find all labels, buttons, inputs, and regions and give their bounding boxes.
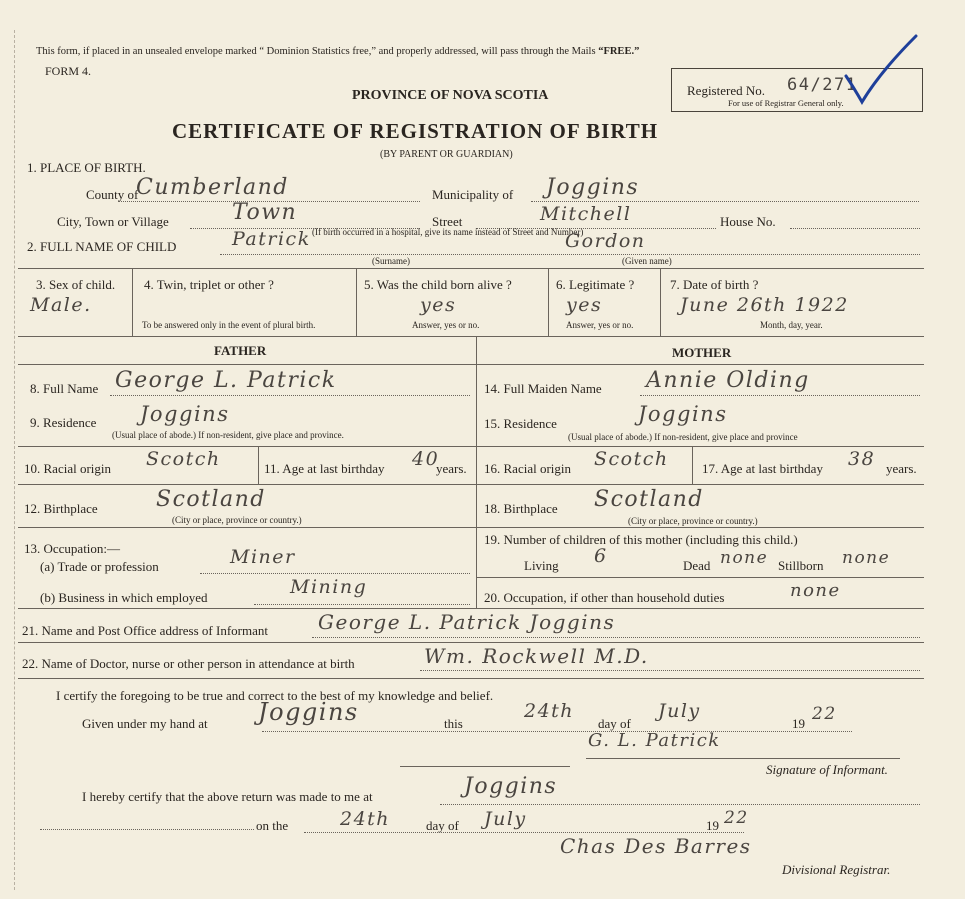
registrar-month-value: July xyxy=(484,808,527,830)
rule xyxy=(18,336,924,337)
house-line xyxy=(790,228,920,229)
child-name-label: 2. FULL NAME OF CHILD xyxy=(27,239,177,254)
alive-note: Answer, yes or no. xyxy=(412,320,480,330)
rule xyxy=(18,446,924,447)
residence-note-b: If non-resident, give place and province xyxy=(654,432,798,442)
col-divider xyxy=(258,446,259,484)
sex-value: Male. xyxy=(30,294,92,316)
occupation-label: 13. Occupation:— xyxy=(24,541,121,556)
registrar-lead-line xyxy=(40,829,254,830)
doctor-line xyxy=(420,670,920,671)
father-name-value: George L. Patrick xyxy=(115,368,337,393)
registrar-date-line xyxy=(304,832,744,833)
father-racial-value: Scotch xyxy=(146,448,221,470)
twin-note: To be answered only in the event of plural birth. xyxy=(142,320,316,330)
mother-heading: MOTHER xyxy=(672,345,732,360)
this-label: this xyxy=(444,716,463,731)
father-name-label: 8. Full Name xyxy=(30,381,99,396)
mother-racial-value: Scotch xyxy=(594,448,669,470)
given-line xyxy=(262,731,852,732)
living-value: 6 xyxy=(594,545,608,567)
trade-label: (a) Trade or profession xyxy=(40,559,159,574)
col-divider xyxy=(548,268,549,336)
business-label: (b) Business in which employed xyxy=(40,590,208,605)
child-name-line xyxy=(220,254,920,255)
registrar-signature: Chas Des Barres xyxy=(560,834,752,858)
mother-racial-label: 16. Racial origin xyxy=(484,461,572,476)
informant-line xyxy=(312,637,920,638)
mother-residence-value: Joggins xyxy=(638,402,728,426)
certify-text: I certify the foregoing to be true and correct to the best of my knowledge and belief. xyxy=(56,688,494,703)
left-margin-rule xyxy=(14,30,15,890)
mother-occupation-label: 20. Occupation, if other than household duties xyxy=(484,590,725,605)
given-name-caption: (Given name) xyxy=(622,256,672,266)
province-heading: PROVINCE OF NOVA SCOTIA xyxy=(352,88,549,103)
legitimate-value: yes xyxy=(566,294,603,316)
children-label: 19. Number of children of this mother (including this child.) xyxy=(484,532,798,547)
certificate-title: CERTIFICATE OF REGISTRATION OF BIRTH xyxy=(172,119,659,143)
father-name-line xyxy=(110,395,470,396)
legitimate-note: Answer, yes or no. xyxy=(566,320,634,330)
stillborn-label: Stillborn xyxy=(778,558,824,573)
registrar-on-label: on the xyxy=(256,818,289,833)
municipality-line xyxy=(531,201,919,202)
registrar-place-line xyxy=(440,804,920,805)
rule xyxy=(477,577,924,578)
registrar-note: For use of Registrar General only. xyxy=(728,98,844,108)
business-line xyxy=(254,604,470,605)
separator-line xyxy=(400,766,570,767)
rule xyxy=(18,484,924,485)
residence-note-a: (Usual place of abode.) xyxy=(112,430,196,440)
informant-value: George L. Patrick Joggins xyxy=(318,610,616,634)
rule xyxy=(18,527,924,528)
signature-caption: Signature of Informant. xyxy=(766,762,888,777)
registrar-day-label: day of xyxy=(426,818,459,833)
place-of-birth-label: 1. PLACE OF BIRTH. xyxy=(27,160,146,175)
father-residence-value: Joggins xyxy=(140,402,230,426)
certificate-subtitle: (BY PARENT OR GUARDIAN) xyxy=(380,149,513,160)
living-label: Living xyxy=(524,558,559,573)
residence-note-b: If non-resident, give place and province. xyxy=(198,430,344,440)
surname-caption: (Surname) xyxy=(372,256,410,266)
house-label: House No. xyxy=(720,214,776,229)
mother-birthplace-value: Scotland xyxy=(594,487,704,512)
trade-value: Miner xyxy=(230,546,296,568)
rule xyxy=(18,364,924,365)
father-age-unit: years. xyxy=(436,461,467,476)
given-day-value: 24th xyxy=(524,700,575,722)
mother-name-label: 14. Full Maiden Name xyxy=(484,381,602,396)
trade-line xyxy=(200,573,470,574)
stillborn-value: none xyxy=(842,548,891,568)
col-divider xyxy=(356,268,357,336)
center-divider xyxy=(476,336,477,608)
child-given-value: Gordon xyxy=(565,230,646,252)
mail-note xyxy=(36,46,639,57)
father-residence-label: 9. Residence xyxy=(30,415,97,430)
father-birthplace-label: 12. Birthplace xyxy=(24,501,98,516)
dead-label: Dead xyxy=(683,558,711,573)
col-divider xyxy=(692,446,693,484)
form-number: FORM 4. xyxy=(45,64,92,78)
father-heading: FATHER xyxy=(214,343,267,358)
mother-occupation-value: none xyxy=(790,580,841,601)
dob-note: Month, day, year. xyxy=(760,320,823,330)
alive-value: yes xyxy=(420,294,457,316)
registrar-text: I hereby certify that the above return was made to me at xyxy=(82,789,373,804)
mother-residence-label: 15. Residence xyxy=(484,416,557,431)
dob-label: 7. Date of birth ? xyxy=(670,277,759,292)
col-divider xyxy=(660,268,661,336)
rule-top xyxy=(18,268,924,269)
twin-label: 4. Twin, triplet or other ? xyxy=(144,277,274,292)
given-month-value: July xyxy=(658,700,701,722)
given-year-prefix: 19 xyxy=(792,716,805,731)
county-value: Cumberland xyxy=(136,175,289,200)
mother-birthplace-note: (City or place, province or country.) xyxy=(628,516,758,526)
city-value: Town xyxy=(232,200,298,225)
mother-age-unit: years. xyxy=(886,461,917,476)
mother-name-line xyxy=(640,395,920,396)
mail-note-free: “FREE.” xyxy=(598,46,640,57)
county-label: County of xyxy=(86,187,139,202)
legitimate-label: 6. Legitimate ? xyxy=(556,277,635,292)
father-age-value: 40 xyxy=(412,448,440,470)
alive-label: 5. Was the child born alive ? xyxy=(364,277,512,292)
father-age-label: 11. Age at last birthday xyxy=(264,461,385,476)
informant-label: 21. Name and Post Office address of Informant xyxy=(22,623,268,638)
child-surname-value: Patrick xyxy=(232,228,311,250)
municipality-label: Municipality of xyxy=(432,187,514,202)
registrar-year-prefix: 19 xyxy=(706,818,719,833)
mother-name-value: Annie Olding xyxy=(646,368,810,393)
business-value: Mining xyxy=(290,576,368,598)
street-value: Mitchell xyxy=(540,203,632,225)
doctor-value: Wm. Rockwell M.D. xyxy=(424,644,649,668)
mother-birthplace-label: 18. Birthplace xyxy=(484,501,558,516)
mother-age-value: 38 xyxy=(848,448,876,470)
dead-value: none xyxy=(720,548,769,568)
informant-signature: G. L. Patrick xyxy=(588,730,721,751)
registrar-day-value: 24th xyxy=(340,808,391,830)
father-racial-label: 10. Racial origin xyxy=(24,461,112,476)
residence-note-a: (Usual place of abode.) xyxy=(568,432,652,442)
given-year-value: 22 xyxy=(812,704,837,724)
street-label: Street xyxy=(432,214,463,229)
dob-value: June 26th 1922 xyxy=(680,294,849,316)
col-divider xyxy=(132,268,133,336)
municipality-value: Joggins xyxy=(546,175,640,200)
doctor-label: 22. Name of Doctor, nurse or other person in attendance at birth xyxy=(22,656,355,671)
signature-line xyxy=(586,758,900,759)
rule xyxy=(18,642,924,643)
father-birthplace-note: (City or place, province or country.) xyxy=(172,515,302,525)
father-birthplace-value: Scotland xyxy=(156,487,266,512)
given-day-label: day of xyxy=(598,716,631,731)
mother-residence-note xyxy=(568,432,798,442)
mother-age-label: 17. Age at last birthday xyxy=(702,461,823,476)
registrar-caption: Divisional Registrar. xyxy=(782,862,891,877)
hospital-note: (If birth occurred in a hospital, give its name instead of Street and Number) xyxy=(312,227,584,237)
registrar-place-value: Joggins xyxy=(464,774,558,799)
registered-label: Registered No. xyxy=(687,83,765,98)
sex-label: 3. Sex of child. xyxy=(36,277,116,292)
mail-note-text: This form, if placed in an unsealed envelope marked “ Dominion Statistics free,” and properly addressed, will pass through the Mails xyxy=(36,46,599,57)
city-label: City, Town or Village xyxy=(57,214,169,229)
given-label: Given under my hand at xyxy=(82,716,208,731)
given-place-value: Joggins xyxy=(258,698,359,726)
rule xyxy=(18,608,924,609)
registrar-year-value: 22 xyxy=(724,808,749,828)
father-residence-note xyxy=(112,430,344,440)
checkmark-icon xyxy=(840,32,920,108)
registered-number: 64/271 xyxy=(787,75,858,95)
rule xyxy=(18,678,924,679)
